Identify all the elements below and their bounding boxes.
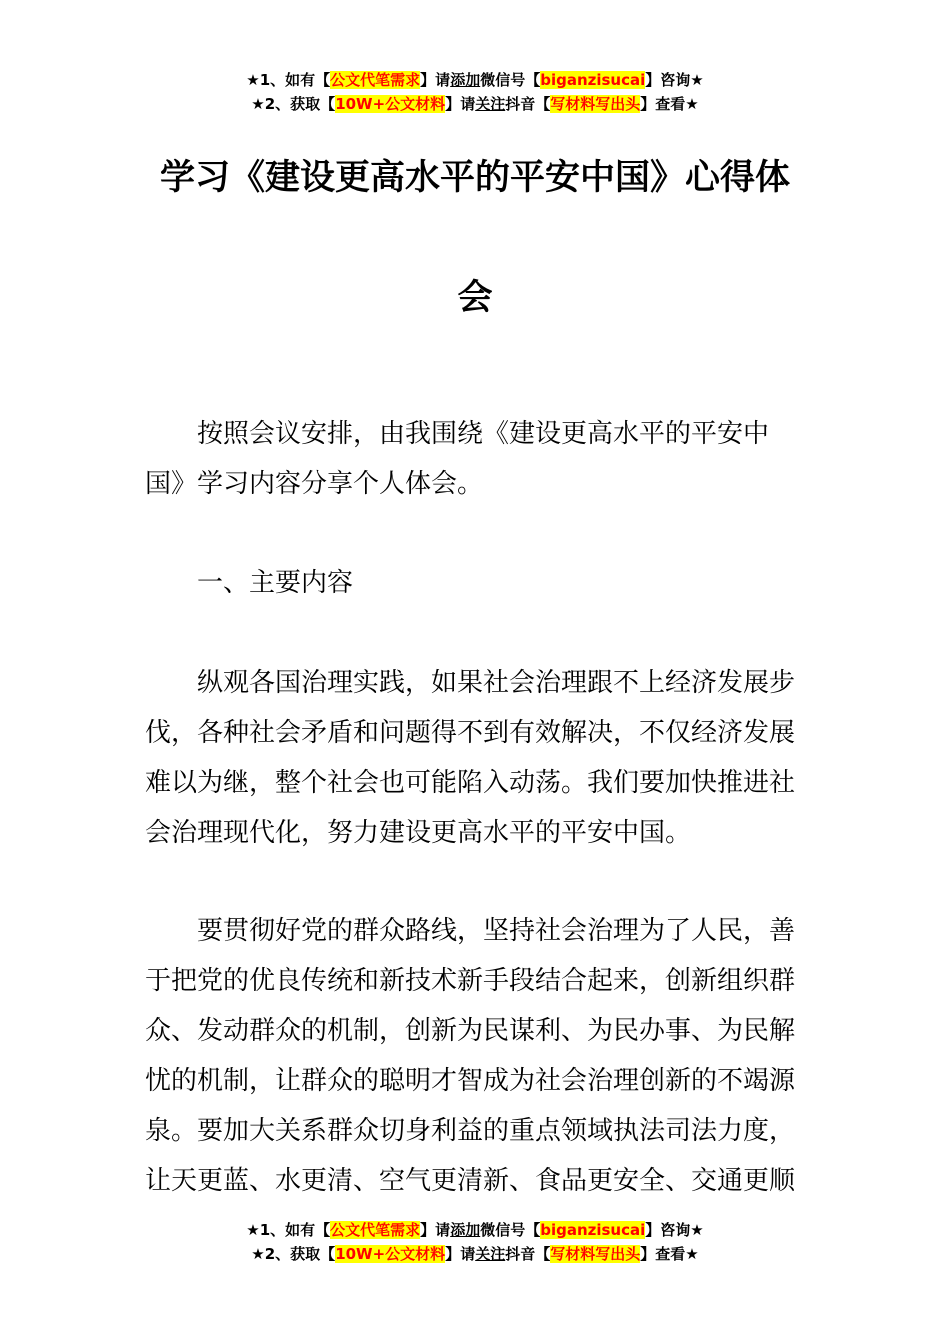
banner-text: 】请 [445,1245,476,1263]
text-line: 会治理现代化，努力建设更高水平的平安中国。 [145,818,692,848]
text-line: 泉。要加大关系群众切身利益的重点领域执法司法力度， [145,1116,796,1146]
banner-text: 】请 [420,71,451,89]
paragraph-governance [145,658,813,858]
text-line: 让天更蓝、水更清、空气更清新、食品更安全、交通更顺 [145,1166,796,1196]
banner-text: 】查看★ [640,1245,699,1263]
header-banner [0,68,950,116]
banner-text: 】咨询★ [645,1221,704,1239]
document-title-line-2: 会 [457,278,493,318]
banner-highlight: 写材料写出头 [550,1245,641,1263]
banner-underline: 添加 [450,71,481,89]
text-line: 按照会议安排，由我围绕《建设更高水平的平安中 [197,419,770,449]
banner-text: 抖音【 [505,95,551,113]
text-line: 国》学习内容分享个人体会。 [145,469,484,499]
text-line: 纵观各国治理实践，如果社会治理跟不上经济发展步 [197,668,796,698]
text-line: 难以为继，整个社会也可能陷入动荡。我们要加快推进社 [145,768,796,798]
banner-text: 】查看★ [640,95,699,113]
banner-highlight: 公文代笔需求 [330,1221,421,1239]
heading-text: 一、主要内容 [197,568,354,598]
banner-text: ★2、获取【 [251,95,336,113]
banner-line-2 [0,1242,950,1266]
banner-line-1 [0,1218,950,1242]
banner-text: 抖音【 [505,1245,551,1263]
banner-highlight: biganzisucai [540,71,646,89]
banner-underline: 添加 [450,1221,481,1239]
banner-highlight: biganzisucai [540,1221,646,1239]
banner-highlight: 公文代笔需求 [330,71,421,89]
banner-line-2 [0,92,950,116]
banner-underline: 关注 [475,1245,506,1263]
footer-banner [0,1218,950,1266]
paragraph-mass-line [145,906,813,1206]
banner-text: 】请 [420,1221,451,1239]
banner-text: ★1、如有【 [246,1221,331,1239]
document-title-line-1: 学习《建设更高水平的平安中国》心得体 [159,158,790,198]
paragraph-intro [145,409,813,509]
section-heading [145,558,813,608]
banner-underline: 关注 [475,95,506,113]
banner-text: ★1、如有【 [246,71,331,89]
text-line: 于把党的优良传统和新技术新手段结合起来，创新组织群 [145,966,796,996]
banner-line-1 [0,68,950,92]
banner-text: 微信号【 [480,71,541,89]
banner-highlight: 写材料写出头 [550,95,641,113]
banner-text: 】咨询★ [645,71,704,89]
banner-highlight: 10W+公文材料 [335,1245,446,1263]
banner-text: ★2、获取【 [251,1245,336,1263]
text-line: 众、发动群众的机制，创新为民谋利、为民办事、为民解 [145,1016,796,1046]
banner-text: 】请 [445,95,476,113]
banner-highlight: 10W+公文材料 [335,95,446,113]
text-line: 伐，各种社会矛盾和问题得不到有效解决，不仅经济发展 [145,718,796,748]
text-line: 忧的机制，让群众的聪明才智成为社会治理创新的不竭源 [145,1066,796,1096]
banner-text: 微信号【 [480,1221,541,1239]
text-line: 要贯彻好党的群众路线，坚持社会治理为了人民，善 [197,916,796,946]
